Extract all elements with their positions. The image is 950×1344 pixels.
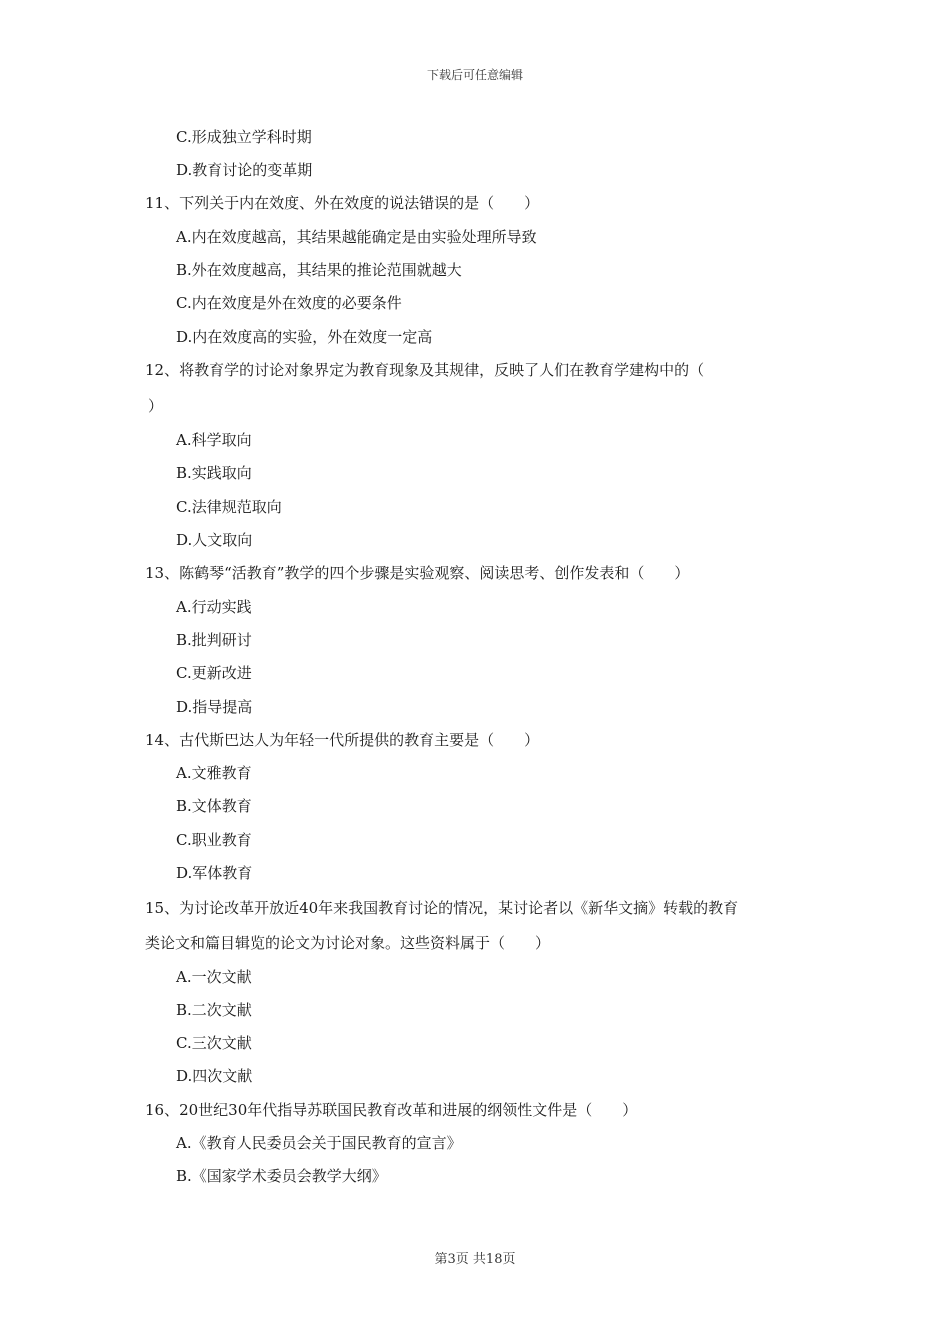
answer-option: C.三次文献 xyxy=(176,1034,252,1052)
question-text: 11、下列关于内在效度、外在效度的说法错误的是（ ） xyxy=(145,194,540,212)
page-footer: 第3页 共18页 xyxy=(434,1252,516,1267)
question-text: 15、为讨论改革开放近40年来我国教育讨论的情况，某讨论者以《新华文摘》转载的教育 xyxy=(145,899,739,917)
answer-option: D.四次文献 xyxy=(176,1067,253,1085)
answer-option: B.实践取向 xyxy=(176,464,252,482)
question-text: 14、古代斯巴达人为年轻一代所提供的教育主要是（ ） xyxy=(145,731,540,749)
answer-option: A.《教育人民委员会关于国民教育的宣言》 xyxy=(176,1134,462,1152)
answer-option: B.《国家学术委员会教学大纲》 xyxy=(176,1167,387,1185)
answer-option: D.人文取向 xyxy=(176,531,253,549)
answer-option: D.教育讨论的变革期 xyxy=(176,161,313,179)
question-text: 16、20世纪30年代指导苏联国民教育改革和进展的纲领性文件是（ ） xyxy=(145,1101,638,1119)
answer-option: C.更新改进 xyxy=(176,664,252,682)
answer-option: A.行动实践 xyxy=(176,598,252,616)
answer-option: A.内在效度越高，其结果越能确定是由实验处理所导致 xyxy=(176,228,537,246)
answer-option: C.内在效度是外在效度的必要条件 xyxy=(176,294,402,312)
answer-option: A.科学取向 xyxy=(176,431,252,449)
answer-option: D.内在效度高的实验，外在效度一定高 xyxy=(176,328,433,346)
question-text: 类论文和篇目辑览的论文为讨论对象。这些资料属于（ ） xyxy=(145,934,551,952)
answer-option: D.军体教育 xyxy=(176,864,253,882)
answer-option: C.形成独立学科时期 xyxy=(176,128,312,146)
page-header: 下载后可任意编辑 xyxy=(426,68,523,82)
answer-option: B.外在效度越高，其结果的推论范围就越大 xyxy=(176,261,462,279)
answer-option: C.法律规范取向 xyxy=(176,498,282,516)
question-text: 12、将教育学的讨论对象界定为教育现象及其规律，反映了人们在教育学建构中的（ xyxy=(145,361,705,379)
question-text: ） xyxy=(148,397,164,415)
answer-option: D.指导提高 xyxy=(176,698,253,716)
answer-option: A.文雅教育 xyxy=(176,764,252,782)
answer-option: B.批判研讨 xyxy=(176,631,252,649)
answer-option: C.职业教育 xyxy=(176,831,252,849)
question-text: 13、陈鹤琴“活教育”教学的四个步骤是实验观察、阅读思考、创作发表和（ ） xyxy=(145,564,690,582)
answer-option: B.二次文献 xyxy=(176,1001,252,1019)
answer-option: B.文体教育 xyxy=(176,797,252,815)
answer-option: A.一次文献 xyxy=(176,968,252,986)
